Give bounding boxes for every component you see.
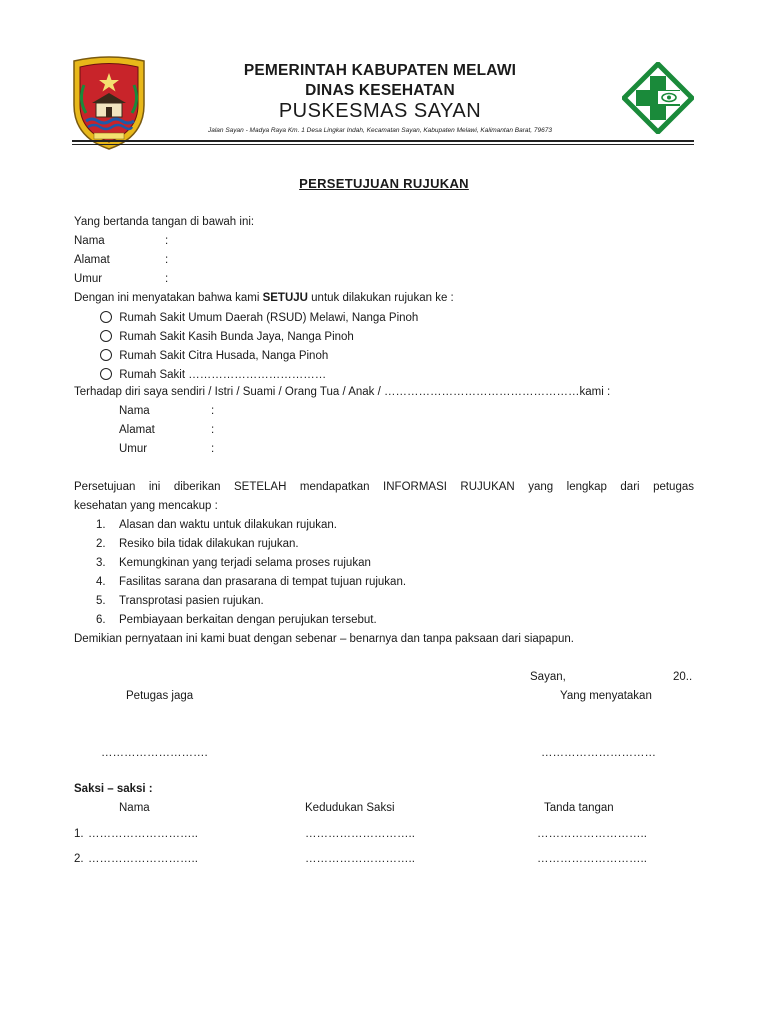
- intro-text: Yang bertanda tangan di bawah ini:: [74, 216, 255, 228]
- officer-signature-line: ……………………….: [101, 747, 208, 759]
- setuju-emphasis: SETUJU: [262, 292, 308, 304]
- letterhead-rule-thin: [72, 144, 694, 145]
- department-name: DINAS KESEHATAN: [305, 82, 455, 99]
- officer-label: Petugas jaga: [126, 690, 194, 702]
- info-item-text: Alasan dan waktu untuk dilakukan rujukan.: [119, 519, 338, 531]
- regarding-text: Terhadap diri saya sendiri / Istri / Suami / Orang Tua / Anak / ……………………………………………kami :: [74, 386, 611, 398]
- health-center-name: PUSKESMAS SAYAN: [278, 100, 482, 122]
- melawi-regency-emblem: [68, 55, 150, 151]
- puskesmas-logo: [622, 62, 694, 134]
- info-item-number: 5.: [96, 595, 106, 607]
- info-item-text: Pembiayaan berkaitan dengan perujukan tersebut.: [119, 614, 377, 626]
- hospital-option-label: Rumah Sakit ………………………………: [119, 369, 327, 381]
- closing-statement: Demikian pernyataan ini kami buat dengan sebenar – benarnya dan tanpa paksaan dari siapapun.: [74, 633, 574, 645]
- government-name: PEMERINTAH KABUPATEN MELAWI: [243, 62, 517, 79]
- info-item-text: Fasilitas sarana dan prasarana di tempat tujuan rujukan.: [119, 576, 407, 588]
- radio-button[interactable]: [100, 368, 112, 380]
- witness-col-name: Nama: [119, 802, 150, 814]
- patient-address-label: Alamat: [119, 424, 155, 436]
- letterhead-address: Jalan Sayan - Madya Raya Km. 1 Desa Lingkar Indah, Kecamatan Sayan, Kabupaten Melawi, Kalimantan Barat, 79673: [208, 127, 552, 134]
- info-item-number: 1.: [96, 519, 106, 531]
- signer-name-label: Nama: [74, 235, 105, 247]
- witness-row-number: 2.: [74, 853, 84, 865]
- witness-signature-blank: ………………………..: [537, 853, 647, 865]
- hospital-option[interactable]: [100, 330, 354, 343]
- info-item-text: Transprotasi pasien rujukan.: [119, 595, 264, 607]
- signer-name-colon: :: [165, 235, 169, 247]
- declarant-signature-line: …………………………: [541, 747, 656, 759]
- witness-heading: Saksi – saksi :: [74, 783, 153, 795]
- consent-statement: Dengan ini menyatakan bahwa kami SETUJU untuk dilakukan rujukan ke :: [74, 292, 454, 304]
- witness-signature-blank: ………………………..: [537, 828, 647, 840]
- declarant-label: Yang menyatakan: [560, 690, 652, 702]
- hospital-option[interactable]: [100, 311, 418, 324]
- radio-button[interactable]: [100, 349, 112, 361]
- witness-position-blank: ………………………..: [305, 853, 415, 865]
- hospital-option[interactable]: [100, 349, 328, 362]
- hospital-option-label: Rumah Sakit Citra Husada, Nanga Pinoh: [119, 350, 329, 362]
- patient-age-label: Umur: [119, 443, 148, 455]
- info-item-number: 3.: [96, 557, 106, 569]
- signer-address-label: Alamat: [74, 254, 110, 266]
- info-item-number: 6.: [96, 614, 106, 626]
- patient-name-colon: :: [211, 405, 215, 417]
- patient-name-label: Nama: [119, 405, 150, 417]
- info-item-number: 4.: [96, 576, 106, 588]
- year-label: 20..: [673, 671, 693, 683]
- info-item-text: Resiko bila tidak dilakukan rujukan.: [119, 538, 299, 550]
- signer-address-colon: :: [165, 254, 169, 266]
- letterhead-rule: [72, 140, 694, 142]
- signer-age-colon: :: [165, 273, 169, 285]
- hospital-option[interactable]: [100, 368, 326, 381]
- radio-button[interactable]: [100, 330, 112, 342]
- witness-col-position: Kedudukan Saksi: [305, 802, 395, 814]
- witness-col-signature: Tanda tangan: [544, 802, 614, 814]
- signer-age-label: Umur: [74, 273, 103, 285]
- hospital-option-label: Rumah Sakit Umum Daerah (RSUD) Melawi, Nanga Pinoh: [119, 312, 419, 324]
- radio-button[interactable]: [100, 311, 112, 323]
- witness-row-number: 1.: [74, 828, 84, 840]
- witness-name-blank: ………………………..: [88, 828, 198, 840]
- info-item-number: 2.: [96, 538, 106, 550]
- place-label: Sayan,: [530, 671, 566, 683]
- witness-position-blank: ………………………..: [305, 828, 415, 840]
- patient-age-colon: :: [211, 443, 215, 455]
- consent-paragraph-line1: Persetujuan ini diberikan SETELAH mendapatkan INFORMASI RUJUKAN yang lengkap dari petugas: [74, 481, 694, 493]
- consent-paragraph-line2: kesehatan yang mencakup :: [74, 500, 218, 512]
- document-title: PERSETUJUAN RUJUKAN: [299, 176, 469, 191]
- hospital-option-label: Rumah Sakit Kasih Bunda Jaya, Nanga Pinoh: [119, 331, 354, 343]
- witness-name-blank: ………………………..: [88, 853, 198, 865]
- info-item-text: Kemungkinan yang terjadi selama proses rujukan: [119, 557, 371, 569]
- patient-address-colon: :: [211, 424, 215, 436]
